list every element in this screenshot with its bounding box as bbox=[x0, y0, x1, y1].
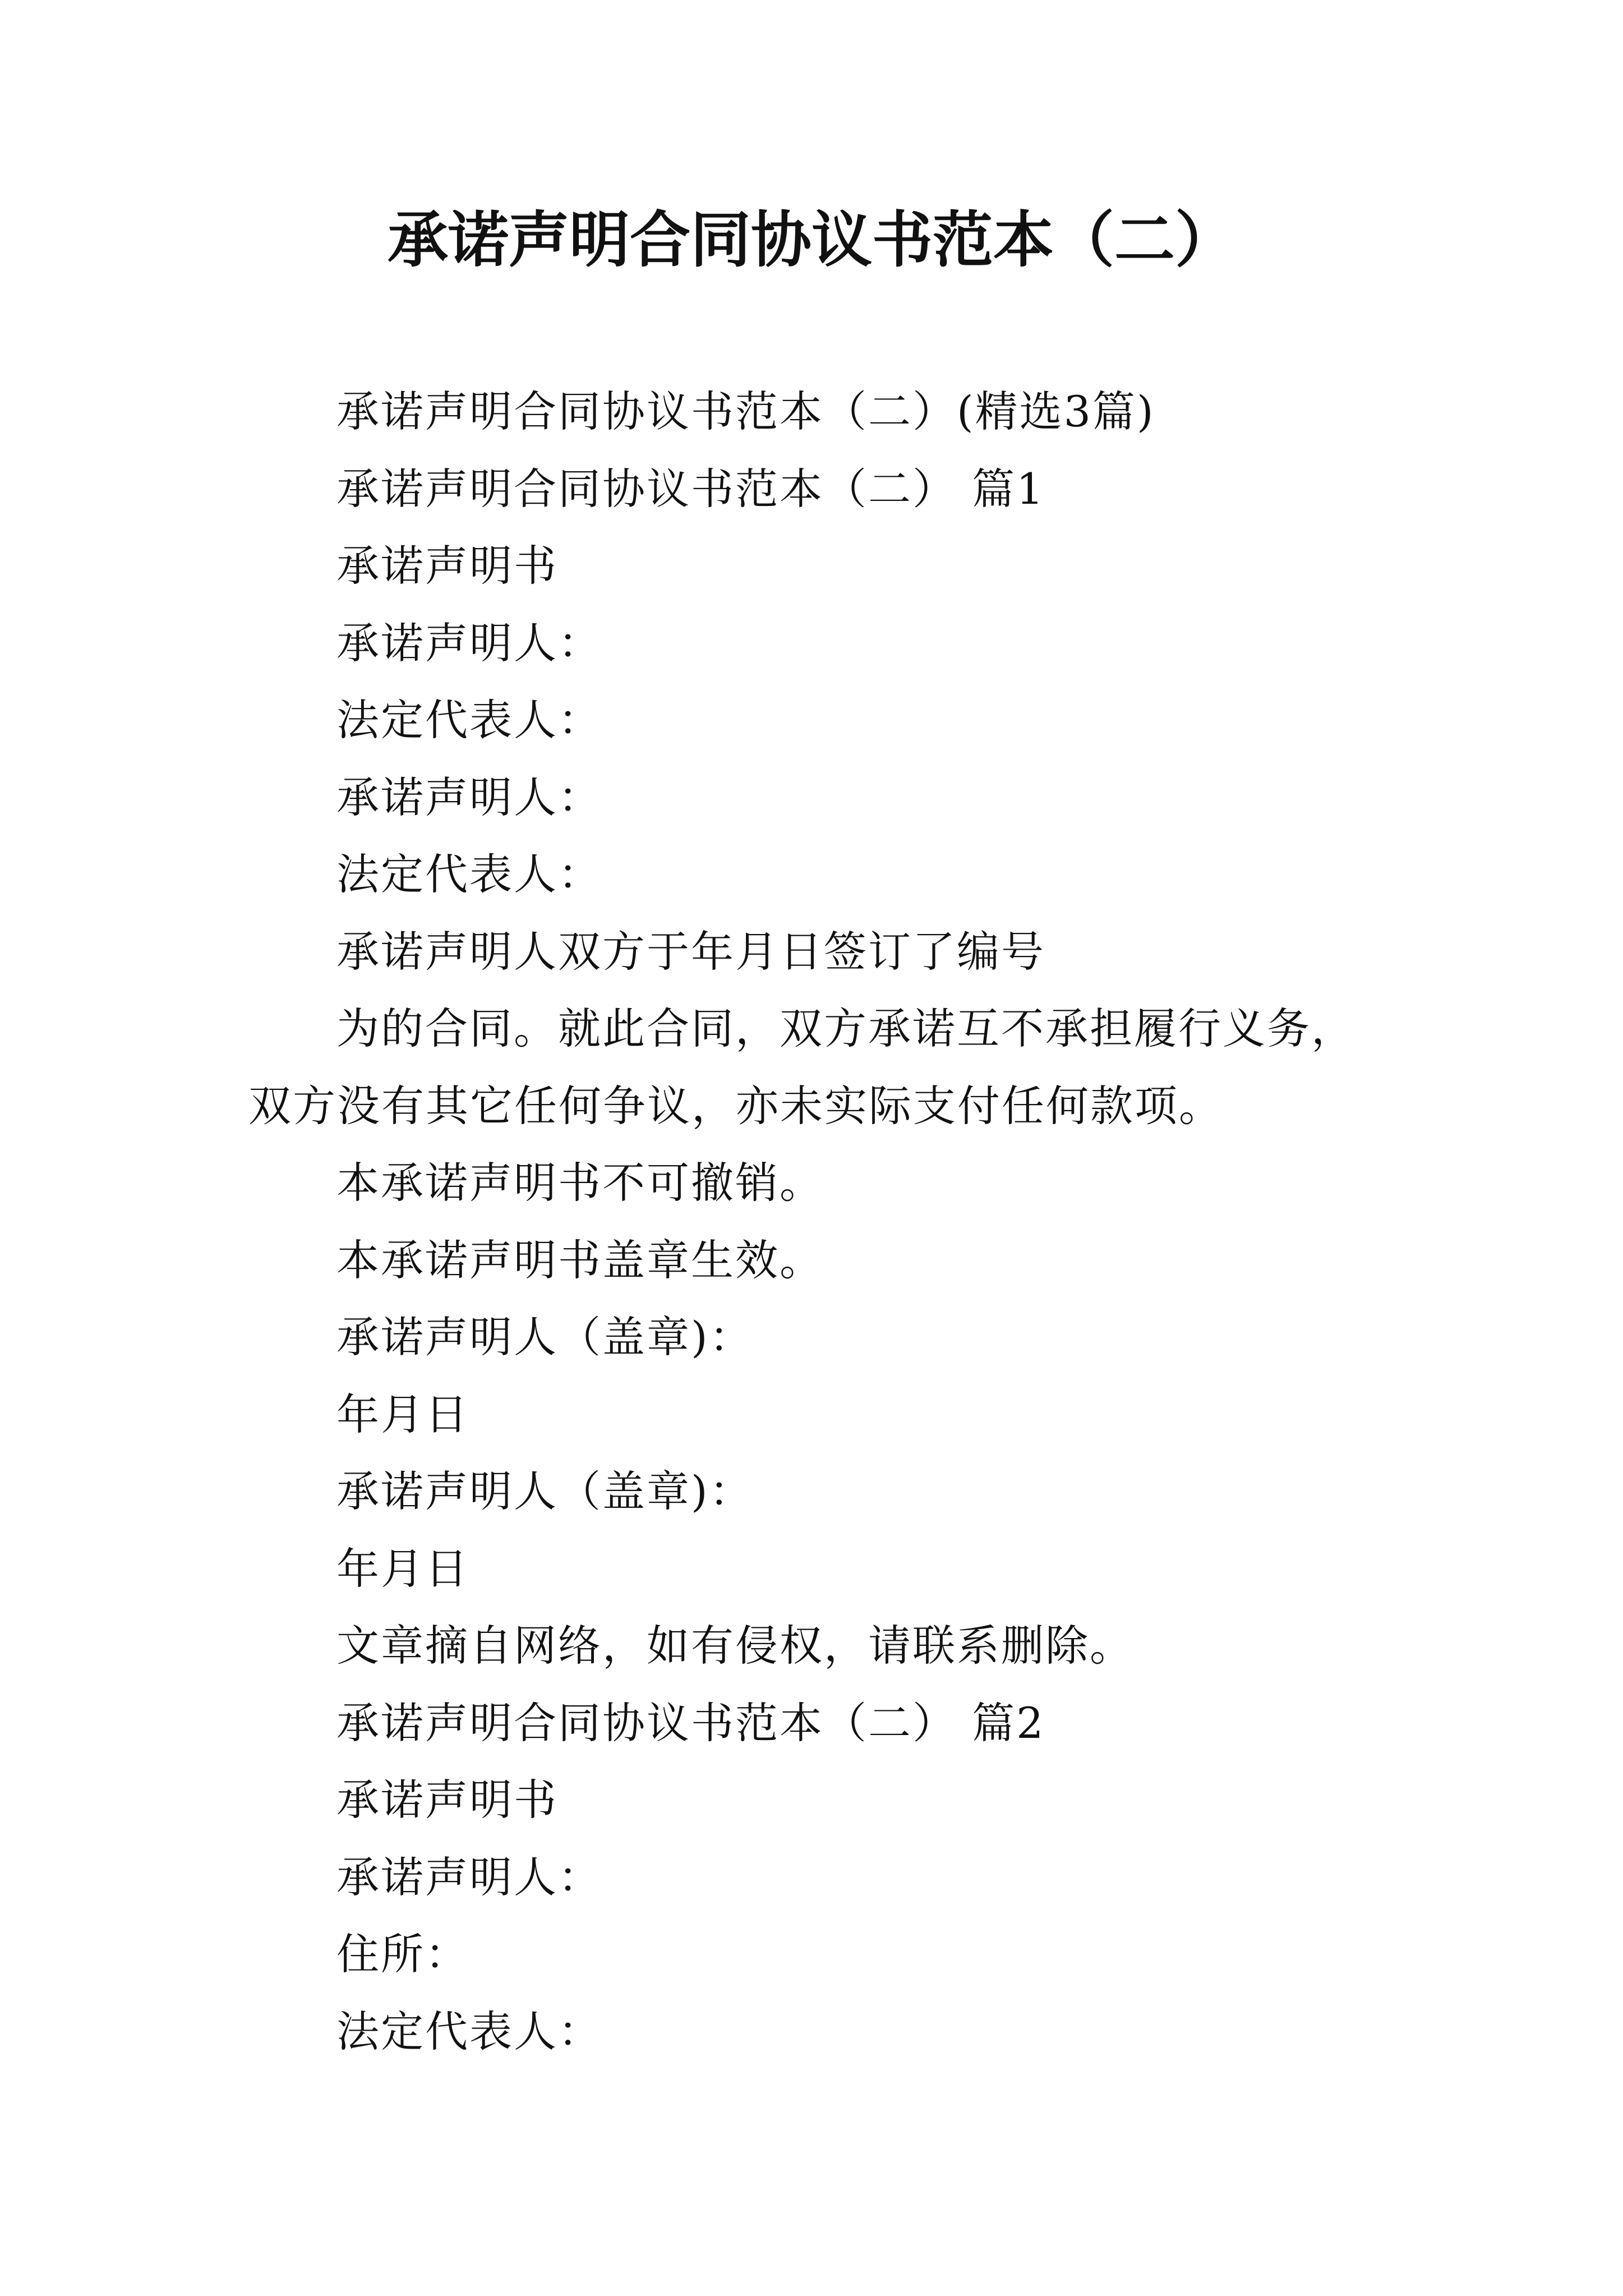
paragraph: 年月日 bbox=[336, 1543, 469, 1594]
paragraph: 承诺声明书 bbox=[336, 1775, 558, 1825]
paragraph: 承诺声明人（盖章)： bbox=[336, 1466, 754, 1516]
paragraph: 法定代表人： bbox=[336, 695, 602, 745]
paragraph: 承诺声明人双方于年月日签订了编号 bbox=[336, 926, 1045, 977]
paragraph: 为的合同。就此合同，双方承诺互不承担履行义务，双方没有其它任何争议，亦未实际支付任何款项。 bbox=[248, 1004, 1355, 1131]
paragraph: 承诺声明人： bbox=[336, 1852, 602, 1902]
document-body bbox=[248, 373, 1396, 2070]
paragraph-subtitle: 承诺声明合同协议书范本（二）(精选3篇) bbox=[336, 386, 1155, 436]
paragraph: 法定代表人： bbox=[336, 849, 602, 899]
paragraph: 年月日 bbox=[336, 1389, 469, 1439]
paragraph: 住所： bbox=[336, 1929, 469, 1979]
paragraph: 法定代表人： bbox=[336, 2006, 602, 2056]
section-heading-1: 承诺声明合同协议书范本（二） 篇1 bbox=[336, 463, 1045, 514]
paragraph: 本承诺声明书不可撤销。 bbox=[336, 1158, 824, 1208]
paragraph: 承诺声明书 bbox=[336, 541, 558, 591]
paragraph: 承诺声明人： bbox=[336, 772, 602, 822]
document-title: 承诺声明合同协议书范本（二） bbox=[387, 205, 1235, 275]
section-heading-2: 承诺声明合同协议书范本（二） 篇2 bbox=[336, 1697, 1045, 1748]
paragraph: 本承诺声明书盖章生效。 bbox=[336, 1235, 824, 1285]
paragraph: 承诺声明人（盖章)： bbox=[336, 1312, 754, 1362]
paragraph: 承诺声明人： bbox=[336, 618, 602, 668]
paragraph: 文章摘自网络，如有侵权，请联系删除。 bbox=[336, 1621, 1134, 1671]
